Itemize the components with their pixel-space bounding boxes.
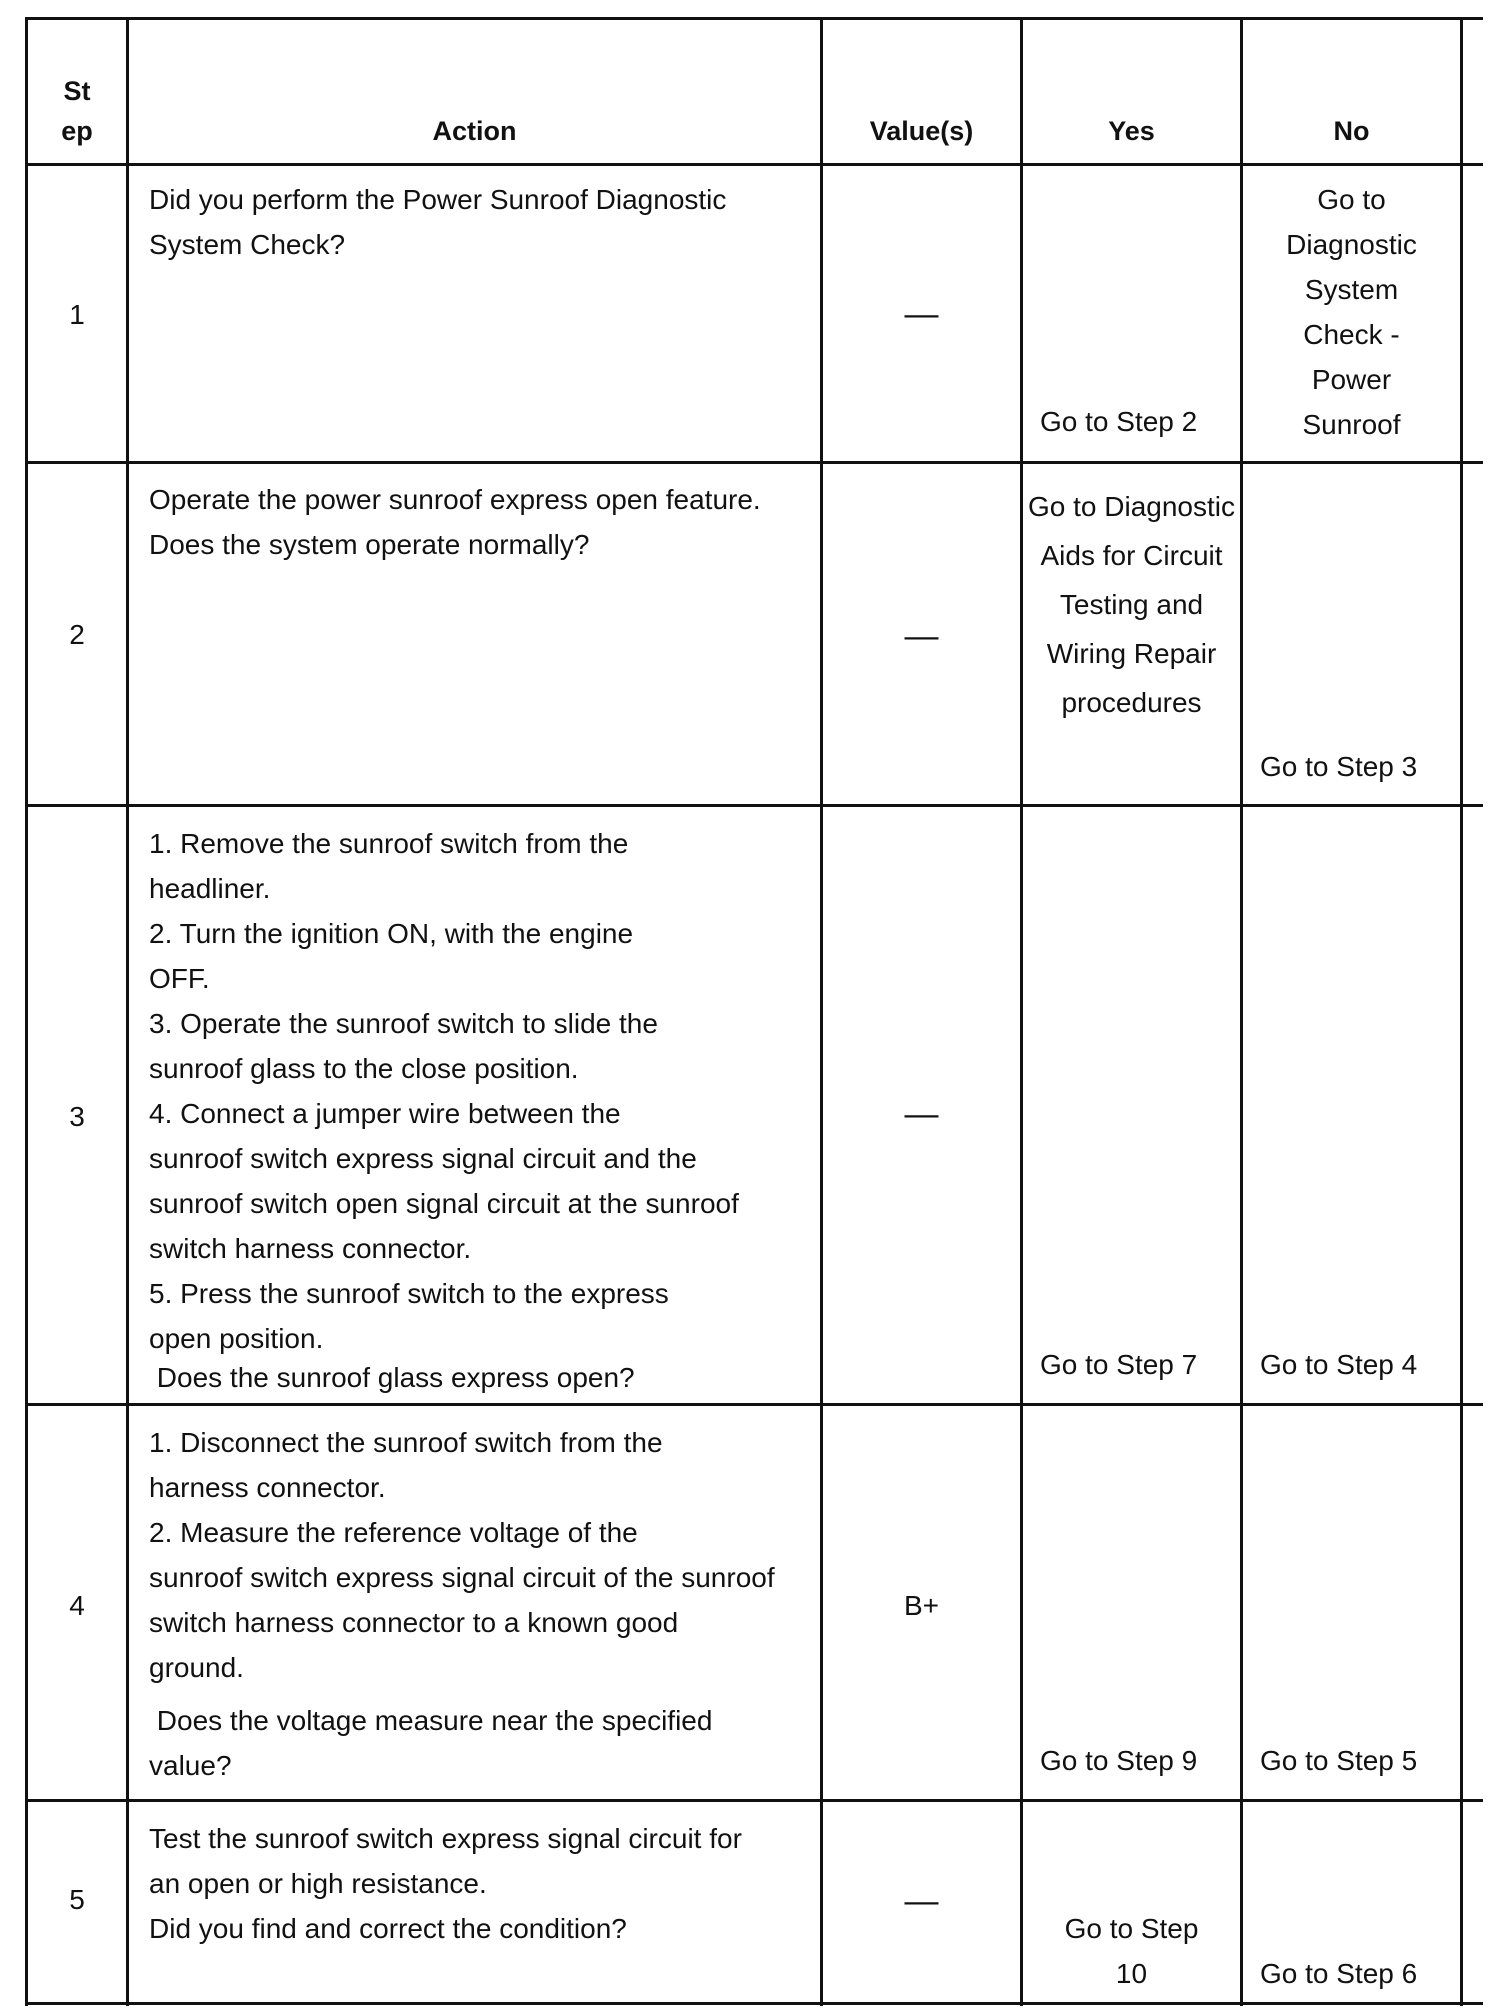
row-divider [25,804,1483,807]
header-action: Action [432,116,517,146]
header-no: No [1333,116,1370,146]
value-cell: — [904,1882,939,1920]
yes-result: Go to Step 2 [1040,406,1198,437]
row-divider [25,1403,1483,1406]
yes-result: Go to Step 7 [1040,1349,1198,1380]
diagnostic-table [25,17,1483,2006]
action-text: 1. Disconnect the sunroof switch from the harness connector. 2. Measure the reference voltage of the sunroof switch express signal circuit of the sunroof switch harness connector to a known good ground. Does the voltage measure near the specified value? [149,1427,775,1781]
table-border-bottom [25,2002,1483,2005]
yes-result: Go to Step 10 [1064,1913,1199,1989]
no-result: Go to Step 6 [1260,1958,1418,1989]
action-text: Test the sunroof switch express signal circuit for an open or high resistance. Did you find and correct the condition? [149,1823,742,1944]
value-cell: B+ [903,1590,940,1621]
action-text: Operate the power sunroof express open feature. Does the system operate normally? [149,484,761,560]
step-number: 2 [69,619,85,650]
table-border-top [25,17,1483,20]
no-result: Go to Step 3 [1260,751,1418,782]
step-number: 5 [69,1884,85,1915]
column-divider [1020,17,1023,2006]
value-cell: — [904,1095,939,1133]
step-number: 4 [69,1590,85,1621]
value-cell: — [904,617,939,655]
yes-result: Go to Step 9 [1040,1745,1198,1776]
step-number: 1 [69,299,85,330]
row-divider [25,1799,1483,1802]
action-text: 1. Remove the sunroof switch from the headliner. 2. Turn the ignition ON, with the engine OFF. 3. Operate the sunroof switch to slide the sunroof glass to the close position. 4. Connect a jumper wire between the sunroof switch express signal circuit and the sunroof switch open signal circuit at the sunroof switch harness connector. 5. Press the sunroof switch to the express open position. Does the sunroof glass express open? [149,828,739,1393]
header-yes: Yes [1108,116,1155,146]
header-values: Value(s) [869,116,974,146]
no-result: Go to Diagnostic System Check - Power Sunroof [1286,184,1417,440]
row-divider [25,461,1483,464]
header-step: St ep [61,76,93,146]
step-number: 3 [69,1101,85,1132]
row-divider [25,163,1483,166]
no-result: Go to Step 4 [1260,1349,1418,1380]
yes-result: Go to Diagnostic Aids for Circuit Testing and Wiring Repair procedures [1028,491,1235,718]
table-border-right [1460,17,1463,2006]
no-result: Go to Step 5 [1260,1745,1418,1776]
value-cell: — [904,295,939,333]
action-text: Did you perform the Power Sunroof Diagnostic System Check? [149,184,727,260]
